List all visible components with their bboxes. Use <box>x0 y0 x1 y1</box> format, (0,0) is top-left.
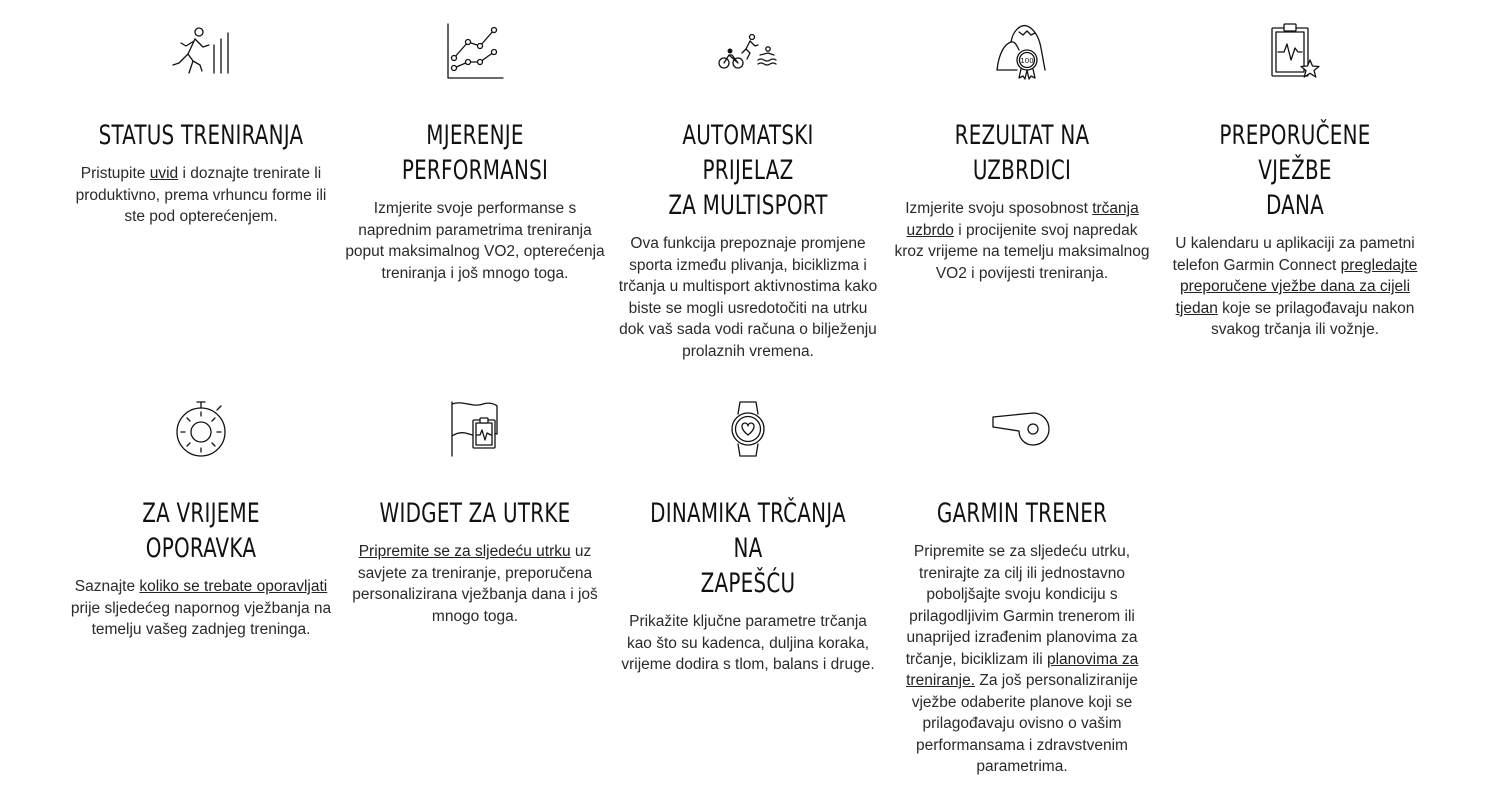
feature-title: AUTOMATSKI PRIJELAZ ZA MULTISPORT <box>668 120 828 221</box>
training-plans-link[interactable]: planovima za treniranje. <box>906 650 1139 689</box>
feature-description: Izmjerite svoju sposobnost trčanja uzbrdo i procijenite svoj napredak kroz vrijeme na temelju maksimalnog VO2 i povijesti treniranja. <box>894 200 1150 282</box>
feature-description: U kalendaru u aplikaciji za pametni telefon Garmin Connect pregledajte preporučene vježbe dana za cijeli tjedan koje se prilagođavaju nakon svakog trčanja ili vožnje. <box>1172 235 1418 338</box>
feature-description: Saznajte koliko se trebate oporavljati prije sljedećeg napornog vježbanja na temelju vašeg zadnjeg treninga. <box>70 578 332 638</box>
feature-title: STATUS TRENIRANJA <box>98 120 304 151</box>
running-stairs-icon <box>66 22 336 80</box>
feature-title: REZULTAT NA UZBRDICI <box>954 120 1090 186</box>
watch-heart-icon <box>613 400 883 458</box>
whistle-icon <box>887 400 1157 458</box>
svg-text:100: 100 <box>1020 57 1034 65</box>
recovery-link[interactable]: koliko se trebate oporavljati <box>139 578 328 595</box>
recovery-timer-icon <box>66 400 336 458</box>
feature-recovery-time <box>66 400 336 641</box>
uphill-running-link[interactable]: trčanja uzbrdo <box>906 200 1139 239</box>
feature-auto-multisport <box>613 22 883 362</box>
feature-wrist-running-dynamics <box>613 400 883 676</box>
feature-description: Pripremite se za sljedeću utrku, trenirajte za cilj ili jednostavno poboljšajte svoju kondiciju s prilagodljivim Garmin trenerom ili unaprijed izrađenim planovima za trčanje, biciklizam ili planovima za treniranje. Za još personaliziranije vježbe odaberite planove koji se prilagođavaju ovisno o vašim performansama i zdravstvenim parametrima. <box>905 543 1139 775</box>
feature-title: WIDGET ZA UTRKE <box>379 498 571 529</box>
feature-description: Pripremite se za sljedeću utrku uz savjete za treniranje, preporučena personalizirana vježbanja dana i još mnogo toga. <box>352 543 598 625</box>
weekly-workouts-link[interactable]: pregledajte preporučene vježbe dana za cijeli tjedan <box>1175 256 1418 317</box>
feature-title: DINAMIKA TRČANJA NA ZAPEŠĆU <box>650 498 846 599</box>
feature-description: Ova funkcija prepoznaje promjene sporta između plivanja, biciklizma i trčanja u multisport aktivnostima kako biste se mogli usredotočiti na utrku dok vaš sada vodi računa o bilježenju prolaznih vremena. <box>618 235 878 360</box>
feature-title: GARMIN TRENER <box>936 498 1108 529</box>
feature-daily-suggested-workouts <box>1160 22 1430 341</box>
feature-race-widget <box>340 400 610 627</box>
hill-score-icon <box>887 22 1157 80</box>
feature-title: PREPORUČENE VJEŽBE DANA <box>1219 120 1371 221</box>
clipboard-star-icon <box>1160 22 1430 80</box>
feature-hill-score <box>887 22 1157 284</box>
feature-description: Prikažite ključne parametre trčanja kao što su kadenca, duljina koraka, vrijeme dodira s tlom, balans i druge. <box>621 613 875 673</box>
feature-garmin-coach <box>887 400 1157 778</box>
feature-description: Pristupite uvid i doznajte trenirate li produktivno, prema vrhuncu forme ili ste pod opterećenjem. <box>75 165 327 225</box>
feature-title: MJERENJE PERFORMANSI <box>401 120 549 186</box>
feature-title: ZA VRIJEME OPORAVKA <box>142 498 260 564</box>
multisport-icon <box>613 22 883 80</box>
feature-description: Izmjerite svoje performanse s naprednim parametrima treniranja poput maksimalnog VO2, opterećenja treniranja i još mnogo toga. <box>345 200 605 282</box>
insight-link[interactable]: uvid <box>149 165 179 182</box>
race-flag-icon <box>340 400 610 458</box>
next-race-link[interactable]: Pripremite se za sljedeću utrku <box>358 543 571 560</box>
line-chart-icon <box>340 22 610 80</box>
feature-performance-monitoring <box>340 22 610 284</box>
feature-training-status <box>66 22 336 228</box>
